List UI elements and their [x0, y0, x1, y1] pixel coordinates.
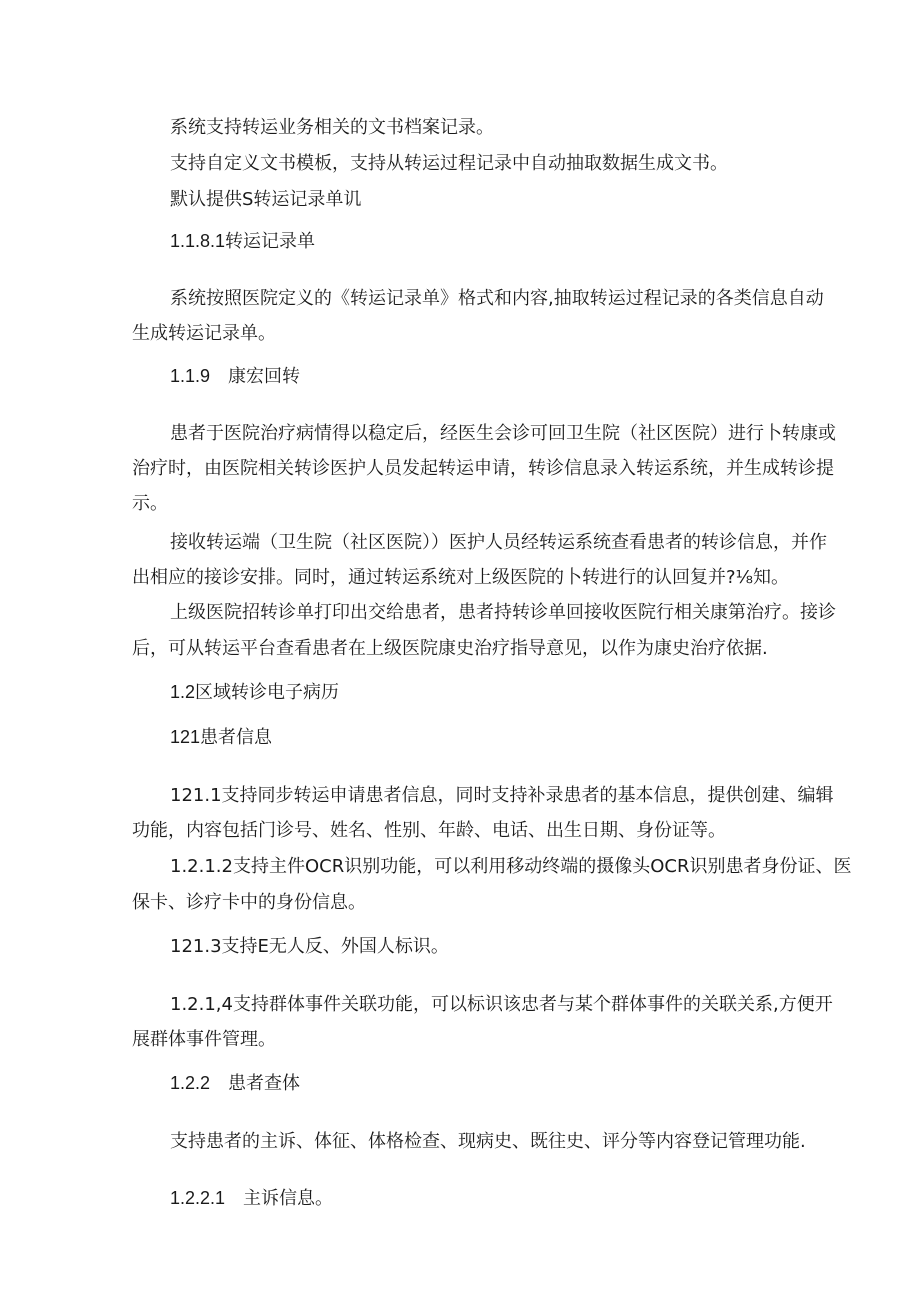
paragraph-line: 支持患者的主诉、体征、体格检查、现病史、既往史、评分等内容登记管理功能. [170, 1131, 806, 1152]
paragraph-line: 后，可从转运平台查看患者在上级医院康史治疗指导意见，以作为康史治疗依据. [132, 638, 768, 659]
paragraph-line: 生成转运记录单。 [132, 323, 276, 344]
paragraph-line: 121.1支持同步转运申请患者信息，同时支持补录患者的基本信息，提供创建、编辑 [170, 785, 834, 806]
paragraph-line: 治疗时，由医院相关转诊医护人员发起转运申请，转诊信息录入转运系统，并生成转诊提 [132, 458, 834, 479]
paragraph-line: 默认提供S转运记录单讥 [170, 189, 362, 210]
paragraph-line: 患者于医院治疗病情得以稳定后，经医生会诊可回卫生院（社区医院）进行卜转康或 [170, 423, 836, 444]
section-heading: 121患者信息 [170, 727, 273, 747]
paragraph-line: 接收转运端（卫生院（社区医院））医护人员经转运系统查看患者的转诊信息，并作 [170, 532, 827, 553]
paragraph-line: 上级医院招转诊单打印出交给患者，患者持转诊单回接收医院行相关康第治疗。接诊 [170, 602, 836, 623]
paragraph-line: 系统支持转运业务相关的文书档案记录。 [170, 117, 494, 138]
section-heading: 1.2.2 患者查体 [170, 1073, 301, 1093]
paragraph-line: 保卡、诊疗卡中的身份信息。 [132, 892, 366, 913]
paragraph-line: 展群体事件管理。 [132, 1029, 276, 1050]
paragraph-line: 121.3支持E无人反、外国人标识。 [170, 936, 449, 957]
section-heading: 1.2区域转诊电子病历 [170, 682, 340, 702]
paragraph-line: 1.2.1.2支持主件OCR识别功能，可以利用移动终端的摄像头OCR识别患者身份证、医 [170, 856, 852, 877]
paragraph-line: 出相应的接诊安排。同时，通过转运系统对上级医院的卜转进行的认回复并?⅛知。 [132, 567, 789, 588]
paragraph-line: 支持自定义文书模板，支持从转运过程记录中自动抽取数据生成文书。 [170, 153, 728, 174]
section-heading: 1.2.2.1 主诉信息。 [170, 1188, 334, 1208]
paragraph-line: 1.2.1,4支持群体事件关联功能，可以标识该忠者与某个群体事件的关联关系,方便开 [170, 994, 833, 1015]
section-heading: 1.1.9 康宏回转 [170, 366, 301, 386]
paragraph-line: 系统按照医院定义的《转运记录单》格式和内容,抽取转运过程记录的各类信息自动 [170, 288, 824, 309]
paragraph-line: 示。 [132, 493, 168, 514]
paragraph-line: 功能，内容包括门诊号、姓名、性别、年龄、电话、出生日期、身份证等。 [132, 820, 726, 841]
section-heading: 1.1.8.1转运记录单 [170, 231, 316, 251]
